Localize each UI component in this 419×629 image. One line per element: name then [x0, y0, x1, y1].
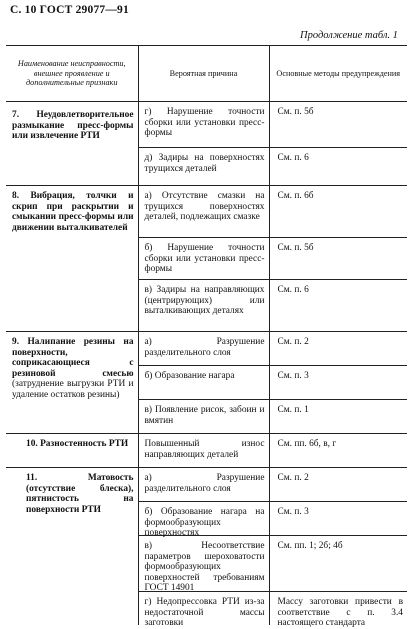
table-row-group-8 [6, 186, 407, 332]
method-item: См. п. 6 [270, 279, 408, 331]
defect-number: 11. [26, 473, 38, 483]
defect-description: Неудовлетворительное размыкание пресс-формы или извлечение РТИ [12, 110, 134, 142]
table-continuation-label: Продолжение табл. 1 [300, 30, 398, 41]
table-row-group-7 [6, 102, 407, 186]
method-item: См. п. 2 [277, 337, 309, 347]
cause-item: б) Образование нагара [139, 365, 269, 399]
method-item: См. п. 3 [270, 501, 408, 535]
cause-item: б) Образование нагара на формообразующих поверхностях [139, 501, 269, 535]
fault-table [6, 45, 407, 629]
table-body [6, 102, 407, 629]
method-cell [269, 186, 407, 332]
table-header-row [6, 46, 407, 102]
defect-cell [6, 468, 138, 626]
cause-item: д) Задиры на поверхностях трущихся деталей [139, 147, 269, 185]
method-item: См. пп. 6б, в, г [277, 439, 337, 449]
method-item: См. п. 6 [270, 147, 408, 185]
cause-item: в) Несоответствие параметров шероховатости формообразующих поверхностей требованиям ГОСТ 14901 [139, 535, 269, 591]
cause-item: в) Задиры на направляющих (центрирующих) или выталкивающих деталях [139, 279, 269, 331]
page-header [10, 4, 405, 20]
defect-number: 8. [12, 191, 20, 201]
method-item: См. п. 6б [277, 191, 314, 201]
defect-cell [6, 186, 138, 332]
cause-item: г) Нарушение точности сборки или установки пресс-формы [144, 107, 265, 139]
column-header-defect: Наименование неисправности, внешнее проявление и дополнительные признаки [6, 46, 138, 102]
defect-description: Вибрация, толчки и скрип при раскрытии и смыкании пресс-формы или движении выталкивателей [12, 191, 134, 233]
method-cell [269, 434, 407, 468]
cause-cell [138, 468, 269, 629]
cause-item: г) Недопрессовка РТИ из-за недостаточной массы заготовки [139, 591, 269, 625]
cause-item: в) Появление рисок, забоин и вмятин [139, 399, 269, 433]
method-item: Массу заготовки привести в соответствие с п. 3.4 настоящего стандарта [270, 591, 408, 625]
defect-cell [6, 434, 138, 468]
method-item: См. п. 5б [270, 237, 408, 279]
cause-cell [138, 102, 269, 186]
method-cell [269, 102, 407, 186]
cause-cell [138, 332, 269, 434]
defect-cell [6, 102, 138, 186]
table-row-group-9 [6, 332, 407, 434]
method-item: См. п. 1 [270, 399, 408, 433]
column-header-cause: Вероятная причина [138, 46, 269, 102]
method-item: См. п. 3 [270, 365, 408, 399]
defect-number: 10. [26, 439, 38, 449]
defect-description: Матовость (отсутствие блеска), пятнистость на поверхности РТИ [26, 473, 134, 515]
method-item: См. п. 2 [277, 473, 309, 483]
defect-number: 9. [12, 337, 20, 347]
defect-description: Разностенность РТИ [40, 439, 129, 449]
cause-item: а) Разрушение разделительного слоя [144, 337, 265, 358]
defect-additional-signs: (затруднение выгрузки РТИ и удаление остатков резины) [12, 379, 134, 400]
cause-cell [138, 186, 269, 332]
defect-description: Налипание резины на поверхности, соприкасающиеся с резиновой смесью [12, 337, 134, 379]
defect-cell [6, 332, 138, 434]
table-row-group-10 [6, 434, 407, 468]
method-item: См. пп. 1; 2б; 4б [270, 535, 408, 591]
cause-cell [138, 434, 269, 468]
page-reference: С. 10 ГОСТ 29077—91 [10, 4, 129, 16]
cause-item: Повышенный износ направляющих деталей [144, 439, 265, 460]
table-row-group-11 [6, 468, 407, 626]
method-cell [269, 468, 407, 629]
method-item: См. п. 5б [277, 107, 314, 117]
cause-item: а) Отсутствие смазки на трущихся поверхностях деталей, подлежащих смазке [144, 191, 265, 223]
method-cell [269, 332, 407, 434]
defect-number: 7. [12, 110, 20, 120]
cause-item: б) Нарушение точности сборки или установки пресс-формы [139, 237, 269, 279]
cause-item: а) Разрушение разделительного слоя [144, 473, 265, 494]
column-header-method: Основные методы предупреждения [269, 46, 407, 102]
